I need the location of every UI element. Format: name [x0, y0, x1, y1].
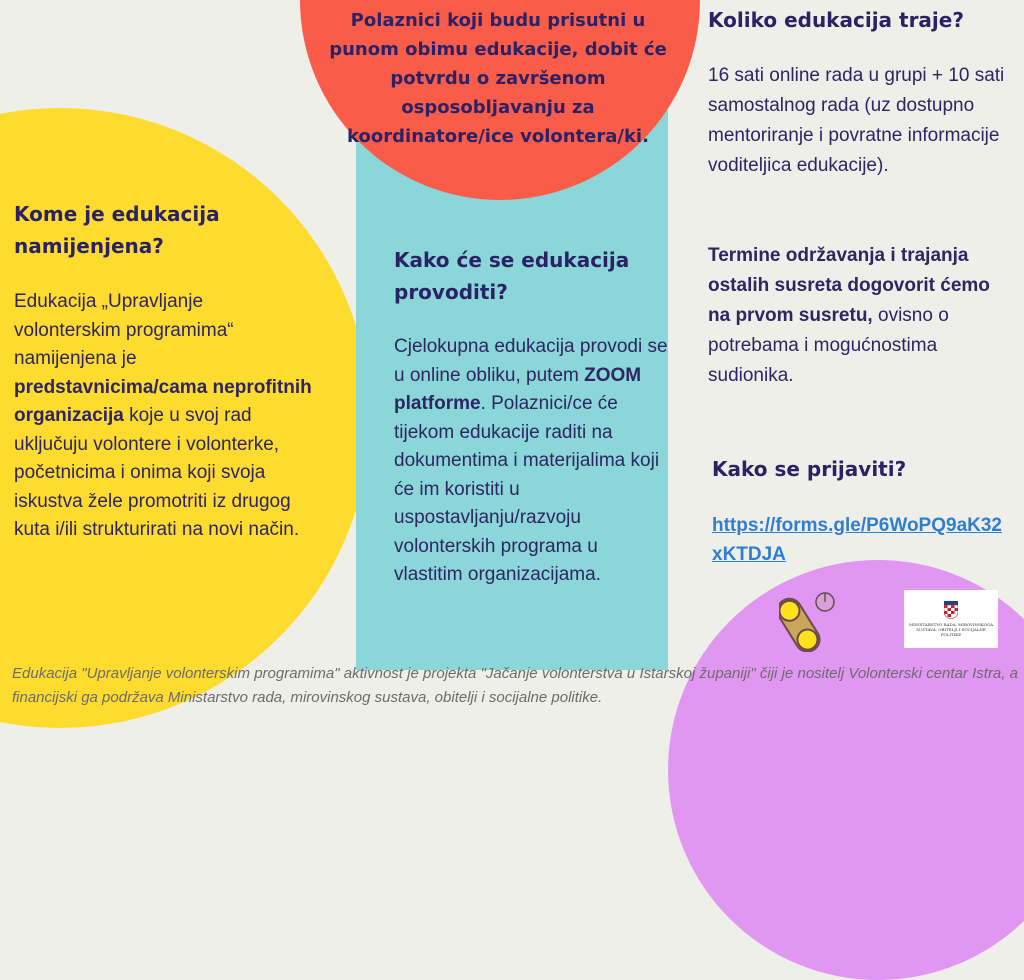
capsule-icon — [779, 586, 835, 652]
ministry-logo — [904, 590, 998, 648]
how-text-bold: ZOOM platforme — [394, 364, 642, 414]
schedule-text-bold: Termine održavanja i trajanja ostalih susreta dogovorit ćemo na prvom susretu, — [708, 245, 990, 326]
who-heading: Kome je edukacija namijenjena? — [14, 202, 220, 258]
certificate-note: Polaznici koji budu prisutni u punom obimu edukacije, dobit će potvrdu o završenom osposobljavanju za koordinatore/ice volontera/ki. — [329, 10, 667, 147]
who-text-bold: predstavnicima/cama neprofitnih organizacija — [14, 376, 312, 426]
who-body — [14, 288, 314, 545]
schedule-text: ovisno o potrebama i mogućnostima sudionika. — [708, 305, 949, 386]
ministry-name: MINISTARSTVO RADA, MIROVINSKOGA SUSTAVA, OBITELJI I SOCIJALNE POLITIKE — [908, 622, 993, 637]
schedule-body — [708, 241, 1008, 391]
apply-heading: Kako se prijaviti? — [712, 457, 907, 481]
how-body — [394, 333, 669, 590]
duration-heading: Koliko edukacija traje? — [708, 8, 964, 32]
who-text-2: koje u svoj rad uključuju volontere i volonterke, početnicima i onima koji svoja iskustva žele promotriti iz drugog kuta i/ili strukturirati na novi način. — [14, 405, 300, 540]
croatian-coat-of-arms-icon — [944, 601, 958, 619]
footer-note: Edukacija "Upravljanje volonterskim programima" aktivnost je projekta "Jačanje volonterstva u Istarskoj županiji" čiji je nositelj Volonterski centar Istra, a financijski ga podržava Ministarstvo rada, mirovinskog sustava, obitelji i socijalne politike. — [12, 665, 1018, 706]
duration-body: 16 sati online rada u grupi + 10 sati samostalnog rada (uz dostupno mentoriranje i povratne informacije voditeljica edukacije). — [708, 65, 1005, 176]
how-text-2: . Polaznici/ce će tijekom edukacije raditi na dokumentima i materijalima koji će im koristiti u uspostavljanju/razvoju volonterskih programa u vlastitim organizacijama. — [394, 393, 660, 585]
apply-form-link[interactable]: https://forms.gle/P6WoPQ9aK32xKTDJA — [712, 515, 1002, 565]
how-heading: Kako će se edukacija provoditi? — [394, 248, 630, 304]
how-text-1: Cjelokupna edukacija provodi se u online obliku, putem — [394, 336, 668, 386]
who-text-1: Edukacija „Upravljanje volonterskim programima“ namijenjena je — [14, 291, 234, 369]
